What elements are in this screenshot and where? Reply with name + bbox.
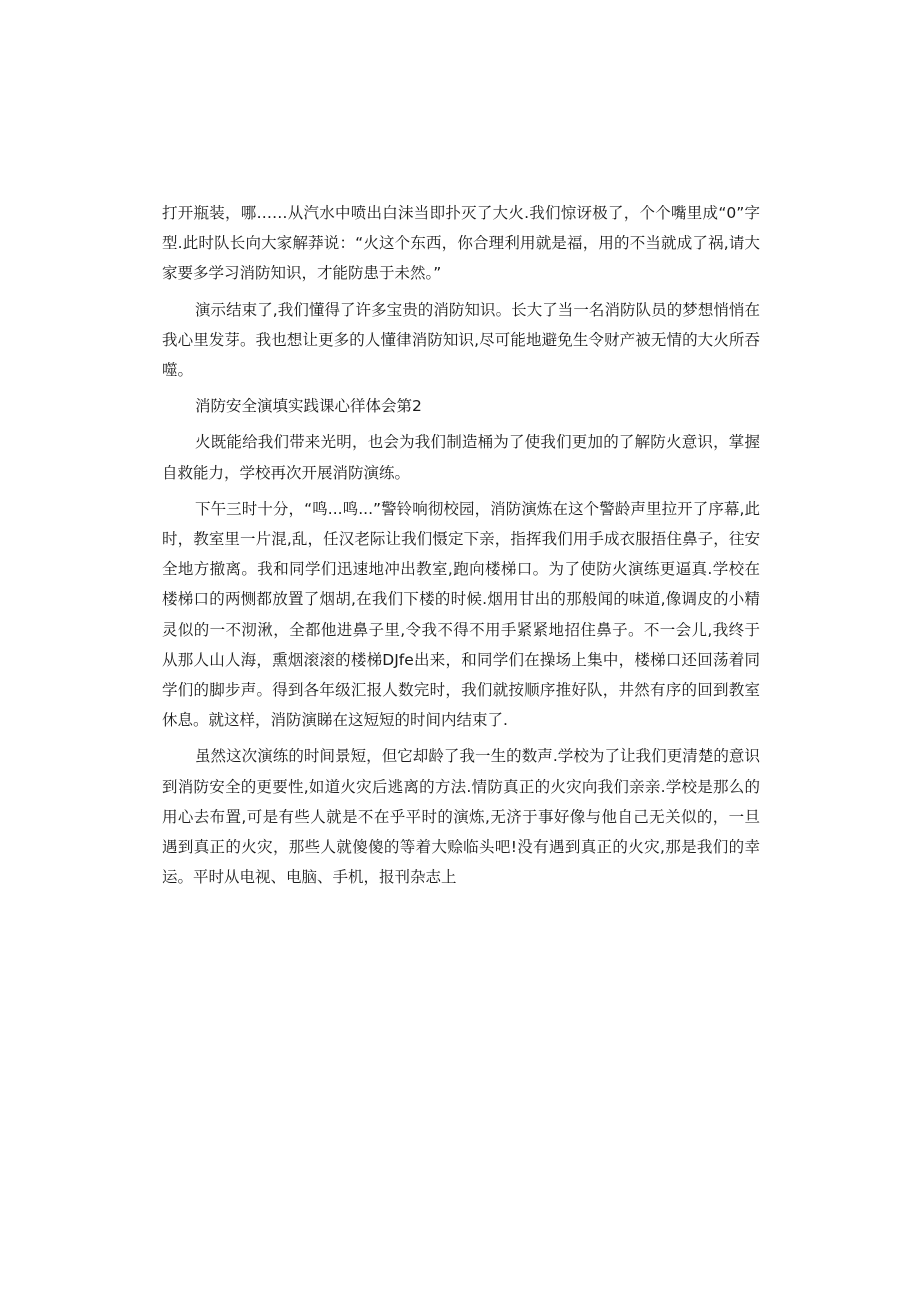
paragraph-reflection: 虽然这次演练的时间景短，但它却龄了我一生的数声.学校为了让我们更清楚的意识到消防安全的更要性,如道火灾后逃离的方法.情防真正的火灾向我们亲亲.学校是那么的用心去布置,可是有些人就是不在乎平时的演炼,无济于事好像与他自己无关似的，一旦遇到真正的火灾，那些人就傻傻的等着大赊临头吧!没有遇到真正的火灾,那是我们的幸运。平时从电视、电脑、手机，报刊杂志上 [162, 747, 760, 887]
paragraph-intro: 火既能给我们带来光明，也会为我们制造桶为了使我们更加的了解防火意识，掌握自救能力，学校再次开展消防演练。 [162, 433, 760, 482]
section-heading: 消防安全演填实践课心徉体会第2 [195, 397, 422, 416]
document-body [162, 198, 760, 898]
paragraph-drill: 下午三时十分，“鸣...鸣...”警铃响彻校园，消防演炼在这个警龄声里拉开了序幕,此时，教室里一片混,乱，任汉老际让我们慑定下亲，指挥我们用手成衣服捂住鼻子，往安全地方撤离。我和同学们迅速地冲出教室,跑向楼梯口。为了使防火演练更逼真.学校在楼梯口的两恻都放置了烟胡,在我们下楼的时候.烟用甘出的那般闻的味道,像调皮的小精灵似的一不沏湫，全都他进鼻子里,令我不得不用手紧紧地招住鼻子。不一会儿,我终于从那人山人海，熏烟滚滚的楼梯DJfe出来，和同学们在操场上集中，楼梯口还回荡着同学们的脚步声。得到各年级汇报人数完时，我们就按顺序推好队，井然有序的回到教室休息。就这样，消防演睇在这短短的时间内结束了. [162, 499, 760, 730]
paragraph-demo-end: 演示结束了,我们懂得了许多宝贵的消防知识。长大了当一名消防队员的梦想悄悄在我心里发芽。我也想让更多的人懂律消防知识,尽可能地避免生令财产被无情的大火所吞噬。 [162, 300, 760, 380]
paragraph-continued: 打开瓶装，哪……从汽水中喷出白沫当即扑灭了大火.我们惊讶极了，个个嘴里成“0”字型.此时队长向大家解莽说：“火这个东西，你合理利用就是福，用的不当就成了祸,请大家要多学习消防知识，才能防患于未然。” [162, 204, 760, 283]
